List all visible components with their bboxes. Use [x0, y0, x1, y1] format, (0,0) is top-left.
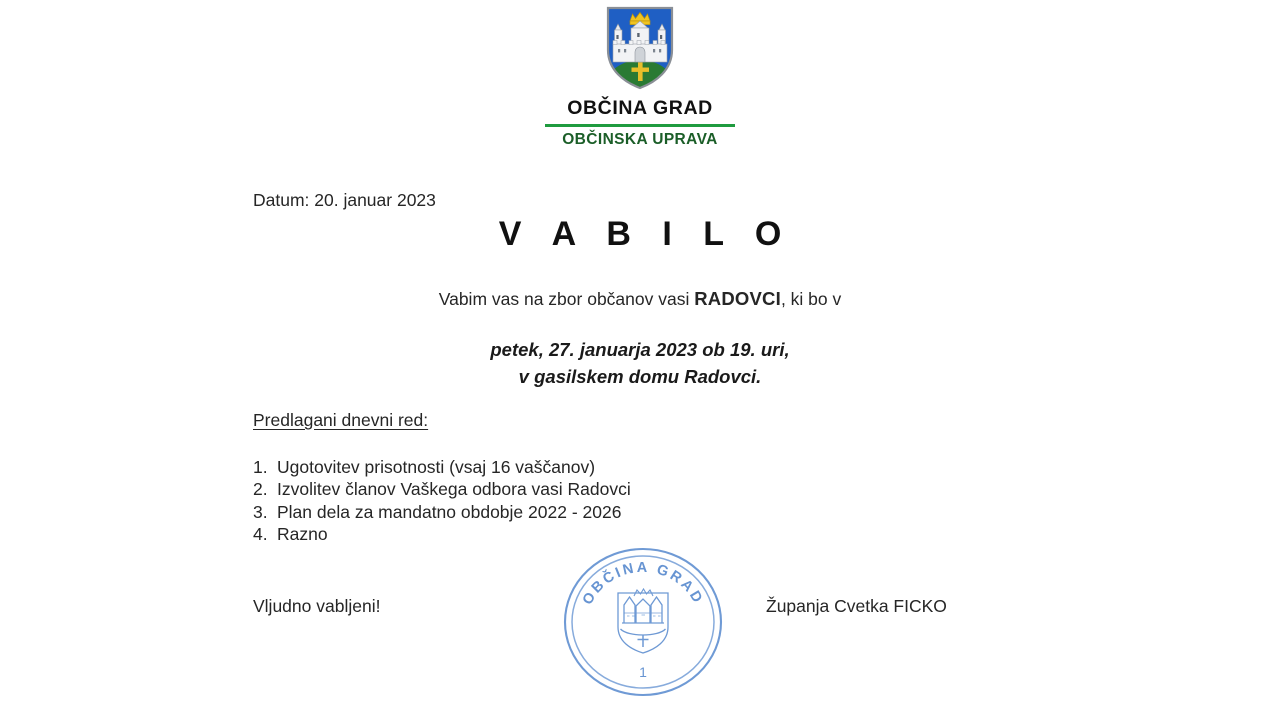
svg-text:OBČINA GRAD: OBČINA GRAD — [579, 560, 707, 608]
list-item — [253, 478, 631, 500]
official-round-stamp-icon — [560, 543, 726, 697]
agenda-item-text: Ugotovitev prisotnosti (vsaj 16 vaščanov) — [277, 457, 596, 477]
agenda-item-number: 2. — [253, 479, 268, 500]
list-item — [253, 501, 631, 523]
intro-text-before: Vabim vas na zbor občanov vasi — [438, 289, 695, 309]
list-item — [253, 456, 631, 478]
page-title: V A B I L O — [498, 215, 793, 253]
event-location: v gasilskem domu Radovci. — [518, 365, 762, 387]
department-name: OBČINSKA UPRAVA — [562, 131, 718, 149]
event-datetime: petek, 27. januarja 2023 ob 19. uri, — [490, 339, 790, 360]
village-name: RADOVCI — [694, 288, 781, 309]
event-details — [0, 337, 1280, 391]
agenda-item-number: 1. — [253, 457, 268, 477]
agenda-item-text: Razno — [277, 524, 328, 545]
agenda-item-number: 3. — [253, 501, 268, 522]
letterhead-divider — [545, 124, 735, 127]
signatory-name: Županja Cvetka FICKO — [766, 596, 947, 616]
organization-name: OBČINA GRAD — [567, 97, 713, 119]
letterhead — [0, 4, 1280, 148]
agenda-item-text: Izvolitev članov Vaškega odbora vasi Radovci — [277, 479, 631, 500]
document-date: Datum: 20. januar 2023 — [253, 190, 436, 210]
agenda-list — [253, 456, 631, 546]
agenda-heading: Predlagani dnevni red: — [253, 410, 429, 430]
coat-of-arms-icon — [604, 4, 676, 92]
agenda-item-number: 4. — [253, 524, 268, 545]
list-item — [253, 523, 631, 545]
stamp-number: 1 — [639, 664, 647, 680]
invitation-intro — [0, 288, 1280, 310]
intro-text-after: , ki bo v — [780, 289, 842, 309]
closing-greeting: Vljudno vabljeni! — [253, 596, 381, 616]
agenda-item-text: Plan dela za mandatno obdobje 2022 - 2026 — [277, 501, 622, 522]
